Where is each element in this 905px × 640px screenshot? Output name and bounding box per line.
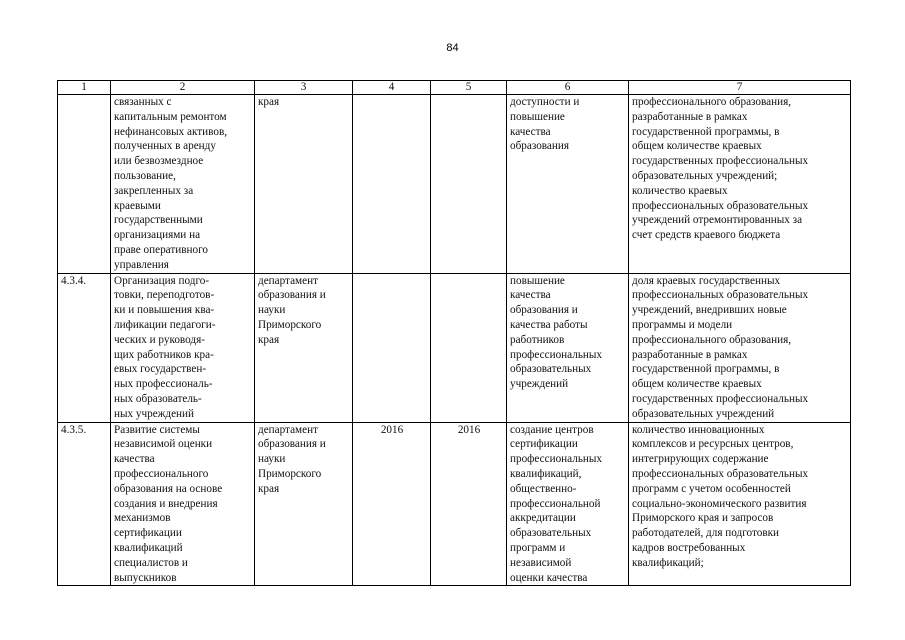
year-end: 2016 [431, 422, 507, 586]
column-number: 4 [353, 81, 431, 95]
table-row [58, 273, 851, 422]
target-indicator: количество инновационных комплексов и ресурсных центров, интегрирующих содержание профессиональных образовательных программ с учетом особенностей социально-экономического развития Приморского края и запросов работодателей, для подготовки кадров востребованных квалификаций; [629, 422, 851, 586]
column-number: 3 [255, 81, 353, 95]
executor: департамент образования и науки Приморского края [255, 422, 353, 586]
table-row [58, 422, 851, 586]
executor: края [255, 95, 353, 274]
expected-result: создание центров сертификации профессиональных квалификаций, общественно- профессиональной аккредитации образовательных программ и независимой оценки качества [507, 422, 629, 586]
column-number-row [58, 81, 851, 95]
page-number: 84 [446, 42, 459, 54]
activity-name: связанных с капитальным ремонтом нефинансовых активов, полученных в аренду или безвозмездное пользование, закрепленных за краевыми государственными организациями на праве оперативного управления [111, 95, 255, 274]
year-end [431, 273, 507, 422]
column-number: 7 [629, 81, 851, 95]
activity-name: Развитие системы независимой оценки качества профессионального образования на основе создания и внедрения механизмов сертификации квалификаций специалистов и выпускников [111, 422, 255, 586]
table-row [58, 95, 851, 274]
activity-name: Организация подго- товки, переподготов- ки и повышения ква- лификации педагоги- ческих и руководя- щих работников кра- евых государствен- ных профессиональ- ных образователь- ных учреждений [111, 273, 255, 422]
target-indicator: доля краевых государственных профессиональных образовательных учреждений, внедривших новые программы и модели профессионального образования, разработанные в рамках государственной программы, в общем количестве краевых государственных профессиональных образовательных учреждений [629, 273, 851, 422]
expected-result: повышение качества образования и качества работы работников профессиональных образовательных учреждений [507, 273, 629, 422]
column-number: 2 [111, 81, 255, 95]
column-number: 5 [431, 81, 507, 95]
item-code [58, 95, 111, 274]
year-start: 2016 [353, 422, 431, 586]
year-start [353, 273, 431, 422]
executor: департамент образования и науки Приморского края [255, 273, 353, 422]
expected-result: доступности и повышение качества образования [507, 95, 629, 274]
column-number: 6 [507, 81, 629, 95]
year-end [431, 95, 507, 274]
target-indicator: профессионального образования, разработанные в рамках государственной программы, в общем количестве краевых государственных профессиональных образовательных учреждений; количество краевых профессиональных образовательных учреждений отремонтированных за счет средств краевого бюджета [629, 95, 851, 274]
item-code: 4.3.4. [58, 273, 111, 422]
year-start [353, 95, 431, 274]
column-number: 1 [58, 81, 111, 95]
item-code: 4.3.5. [58, 422, 111, 586]
program-activities-table [57, 80, 851, 586]
